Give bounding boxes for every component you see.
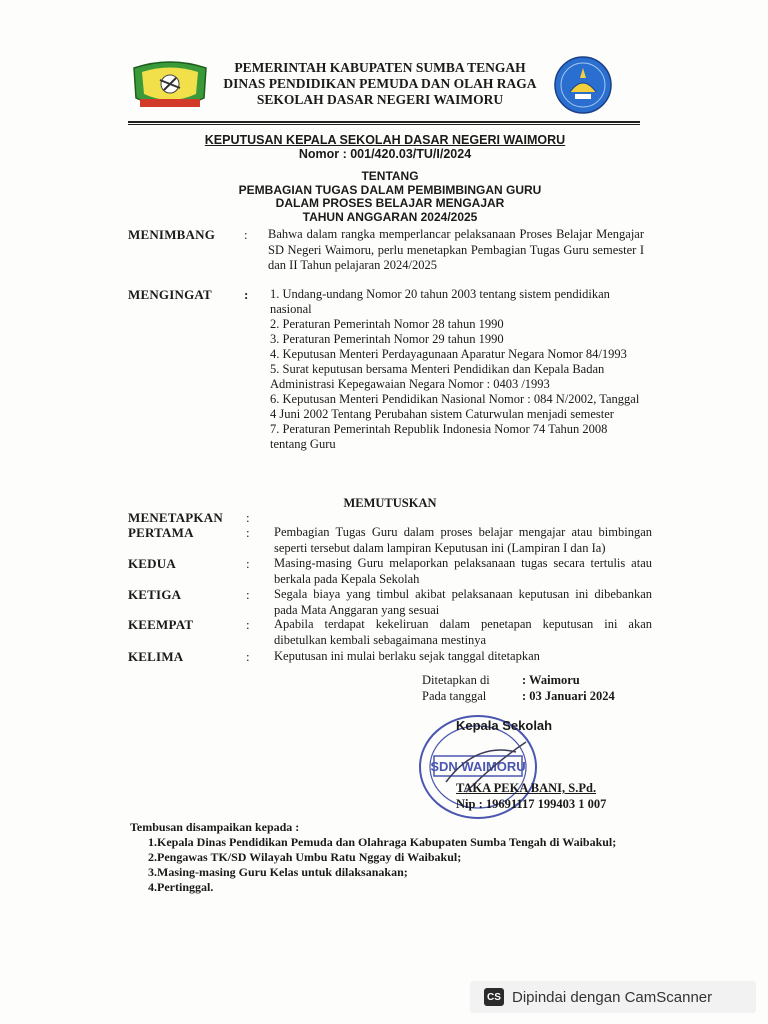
tentang-heading: TENTANG: [361, 169, 419, 183]
menimbang-label: MENIMBANG: [128, 227, 216, 242]
letterhead-line-2: DINAS PENDIDIKAN PEMUDA DAN OLAH RAGA: [223, 76, 537, 91]
list-item: 4. Keputusan Menteri Perdayagunaan Aparatur Negara Nomor 84/1993: [270, 347, 627, 361]
tembusan-block: [130, 820, 670, 895]
kelima-text: Keputusan ini mulai berlaku sejak tanggal ditetapkan: [274, 649, 540, 663]
decree-subject: [200, 170, 580, 224]
pertama-colon: :: [246, 525, 250, 540]
letterhead-rule-thick: [128, 121, 640, 123]
place-label: Ditetapkan di: [422, 673, 490, 687]
position-title: Kepala Sekolah: [456, 718, 553, 733]
letterhead: [130, 52, 620, 118]
list-item: 1.Kepala Dinas Pendidikan Pemuda dan Olahraga Kabupaten Sumba Tengah di Waibakul;: [148, 835, 617, 849]
camscanner-icon: CS: [484, 988, 504, 1006]
signatory-name: TAKA PEKA BANI, S.Pd.: [456, 781, 597, 795]
stamp-text: SDN WAIMORU: [430, 759, 526, 774]
pertama-text: Pembagian Tugas Guru dalam proses belajar mengajar atau bimbingan seperti tersebut dalam lampiran Keputusan ini (Lampiran I dan Ia): [274, 525, 652, 555]
camscanner-text: Dipindai dengan CamScanner: [512, 988, 713, 1006]
letterhead-line-3: SEKOLAH DASAR NEGERI WAIMORU: [256, 92, 504, 107]
pertama-label: PERTAMA: [128, 525, 194, 540]
kedua-text: Masing-masing Guru melaporkan pelaksanaan tugas secara tertulis atau berkala pada Kepala Sekolah: [274, 556, 652, 586]
subject-line-1: PEMBAGIAN TUGAS DALAM PEMBIMBINGAN GURU: [238, 182, 542, 197]
subject-line-3: TAHUN ANGGARAN 2024/2025: [302, 209, 478, 224]
kelima-label: KELIMA: [128, 649, 184, 664]
list-item: 3.Masing-masing Guru Kelas untuk dilaksanakan;: [148, 865, 408, 879]
menetapkan-colon: :: [246, 510, 250, 525]
mengingat-colon: :: [244, 287, 249, 302]
letterhead-rule-thin: [128, 124, 640, 125]
letterhead-line-1: PEMERINTAH KABUPATEN SUMBA TENGAH: [234, 60, 526, 75]
date-value: : 03 Januari 2024: [522, 689, 615, 703]
kelima-colon: :: [246, 649, 250, 664]
decree-number: Nomor : 001/420.03/TU/I/2024: [298, 147, 472, 161]
kedua-label: KEDUA: [128, 556, 176, 571]
list-item: 5. Surat keputusan bersama Menteri Pendidikan dan Kepala Badan Administrasi Kepegawaian Negara Nomor : 0403 /1993: [270, 362, 605, 391]
keempat-colon: :: [246, 617, 250, 632]
place-value: : Waimoru: [522, 673, 580, 687]
kedua-colon: :: [246, 556, 250, 571]
menimbang-colon: :: [244, 227, 248, 242]
menimbang-text: Bahwa dalam rangka memperlancar pelaksanaan Proses Belajar Mengajar SD Negeri Waimoru, perlu menetapkan Pembagian Tugas Guru semester I dan II Tahun pelajaran 2024/2025: [268, 227, 644, 272]
decree-title-block: [160, 133, 610, 161]
ketiga-colon: :: [246, 587, 250, 602]
subject-line-2: DALAM PROSES BELAJAR MENGAJAR: [275, 196, 505, 210]
list-item: 4.Pertinggal.: [148, 880, 214, 894]
menetapkan-label: MENETAPKAN: [128, 510, 223, 525]
date-label: Pada tanggal: [422, 689, 487, 703]
list-item: 2. Peraturan Pemerintah Nomor 28 tahun 1990: [270, 317, 504, 331]
decree-title: KEPUTUSAN KEPALA SEKOLAH DASAR NEGERI WAIMORU: [204, 133, 566, 147]
ketiga-label: KETIGA: [128, 587, 182, 602]
camscanner-badge: [470, 981, 756, 1013]
keempat-text: Apabila terdapat kekeliruan dalam penetapan keputusan ini akan dibetulkan kembali sebagaimana mestinya: [274, 617, 652, 647]
tembusan-list: [130, 835, 670, 895]
list-item: 7. Peraturan Pemerintah Republik Indonesia Nomor 74 Tahun 2008 tentang Guru: [270, 422, 608, 451]
memutuskan-heading: MEMUTUSKAN: [343, 496, 437, 510]
tembusan-heading: Tembusan disampaikan kepada :: [130, 820, 300, 834]
signatory-nip: Nip : 19691117 199403 1 007: [456, 797, 607, 811]
letterhead-text: [220, 60, 540, 108]
keempat-label: KEEMPAT: [128, 617, 194, 632]
mengingat-list: [270, 287, 640, 452]
regency-emblem-icon: [130, 54, 210, 114]
tut-wuri-handayani-logo-icon: [548, 54, 618, 116]
list-item: 6. Keputusan Menteri Pendidikan Nasional Nomor : 084 N/2002, Tanggal 4 Juni 2002 Tentang Perubahan sistem Caturwulan menjadi semester: [270, 392, 640, 421]
list-item: 2.Pengawas TK/SD Wilayah Umbu Ratu Nggay di Waibakul;: [148, 850, 462, 864]
list-item: 3. Peraturan Pemerintah Nomor 29 tahun 1990: [270, 332, 504, 346]
mengingat-label: MENGINGAT: [128, 287, 212, 302]
list-item: 1. Undang-undang Nomor 20 tahun 2003 tentang sistem pendidikan nasional: [270, 287, 610, 316]
ketiga-text: Segala biaya yang timbul akibat pelaksanaan keputusan ini dibebankan pada Mata Anggaran yang sesuai: [274, 587, 652, 617]
